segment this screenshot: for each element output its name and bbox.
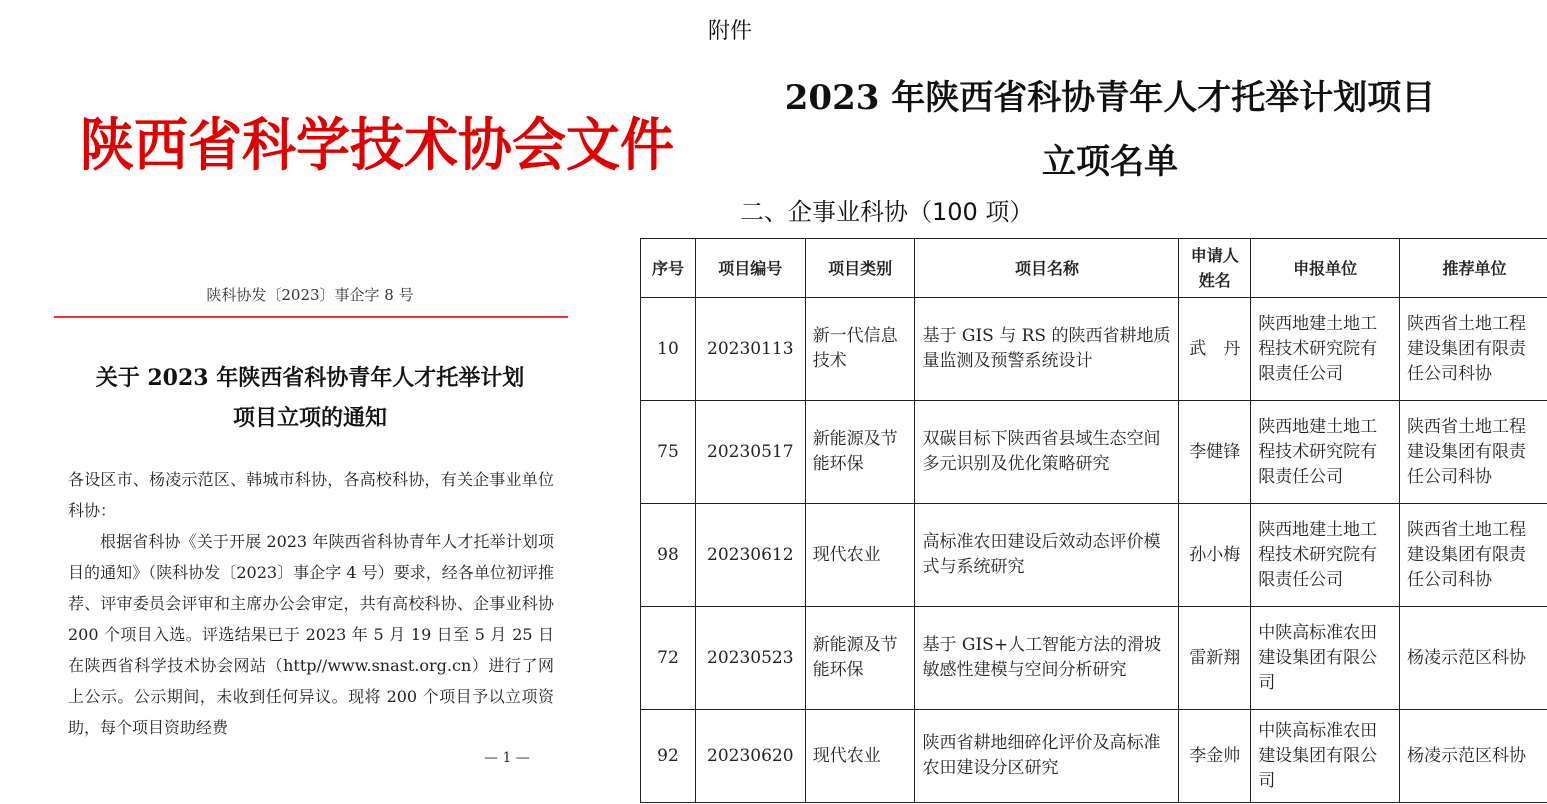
cell-category: 现代农业	[805, 504, 915, 607]
cell-recommender: 陕西省土地工程建设集团有限责任公司科协	[1400, 401, 1547, 504]
cell-name: 高标准农田建设后效动态评价模式与系统研究	[915, 504, 1179, 607]
document-number: 陕科协发〔2023〕事企字 8 号	[206, 286, 414, 304]
cell-code: 20230612	[695, 504, 805, 607]
cell-recommender: 陕西省土地工程建设集团有限责任公司科协	[1400, 504, 1547, 607]
notice-title-line1: 关于 2023 年陕西省科协青年人才托举计划	[95, 365, 525, 391]
cell-applicant: 李金帅	[1179, 710, 1251, 803]
cell-seq: 10	[641, 298, 696, 401]
cell-name: 双碳目标下陕西省县域生态空间多元识别及优化策略研究	[915, 401, 1179, 504]
list-title	[700, 66, 1520, 194]
header-applicant: 申请人姓名	[1179, 239, 1251, 298]
cell-seq: 75	[641, 401, 696, 504]
cell-unit: 陕西地建土地工程技术研究院有限责任公司	[1251, 298, 1400, 401]
header-recommender: 推荐单位	[1400, 239, 1547, 298]
cell-code: 20230517	[695, 401, 805, 504]
cell-applicant: 孙小梅	[1179, 504, 1251, 607]
table-row	[641, 401, 1547, 504]
cell-recommender: 杨凌示范区科协	[1400, 607, 1547, 710]
page-number: — 1 —	[484, 750, 530, 766]
cell-unit: 陕西地建土地工程技术研究院有限责任公司	[1251, 504, 1400, 607]
notice-title-line2: 项目立项的通知	[232, 405, 387, 431]
table-row	[641, 710, 1547, 803]
cell-unit: 中陕高标准农田建设集团有限公司	[1251, 710, 1400, 803]
header-unit: 申报单位	[1251, 239, 1400, 298]
header-category: 项目类别	[805, 239, 915, 298]
cell-code: 20230620	[695, 710, 805, 803]
cell-applicant: 雷新翔	[1179, 607, 1251, 710]
notice-title	[60, 358, 560, 438]
cell-unit: 陕西地建土地工程技术研究院有限责任公司	[1251, 401, 1400, 504]
cell-category: 新能源及节能环保	[805, 401, 915, 504]
attachment-label: 附件	[708, 19, 753, 44]
cell-seq: 98	[641, 504, 696, 607]
cell-category: 现代农业	[805, 710, 915, 803]
project-table	[640, 238, 1547, 803]
cell-applicant: 李健锋	[1179, 401, 1251, 504]
cell-name: 基于 GIS+人工智能方法的滑坡敏感性建模与空间分析研究	[915, 607, 1179, 710]
header-code: 项目编号	[695, 239, 805, 298]
cell-code: 20230113	[695, 298, 805, 401]
red-divider	[54, 316, 568, 318]
body-paragraph: 根据省科协《关于开展 2023 年陕西省科协青年人才托举计划项目的通知》（陕科协发〔2023〕事企字 4 号）要求，经各单位初评推荐、评审委员会评审和主席办公会审定，共有高校科协、企事业科协 200 个项目入选。评选结果已于 2023 年 5 月 19 日至 5 月 25 日在陕西省科学技术协会网站（http//www.snast.org.cn）进行了网上公示。公示期间，未收到任何异议。现将 200 个项目予以立项资助，每个项目资助经费	[68, 532, 554, 737]
document-header: 陕西省科学技术协会文件	[80, 111, 674, 179]
cell-category: 新能源及节能环保	[805, 607, 915, 710]
cell-name: 陕西省耕地细碎化评价及高标准农田建设分区研究	[915, 710, 1179, 803]
cell-recommender: 陕西省土地工程建设集团有限责任公司科协	[1400, 298, 1547, 401]
list-title-line1: 2023 年陕西省科协青年人才托举计划项目	[784, 78, 1436, 118]
header-seq: 序号	[641, 239, 696, 298]
cell-seq: 72	[641, 607, 696, 710]
cell-recommender: 杨凌示范区科协	[1400, 710, 1547, 803]
table-row	[641, 298, 1547, 401]
list-title-line2: 立项名单	[1042, 142, 1178, 182]
cell-category: 新一代信息技术	[805, 298, 915, 401]
header-name: 项目名称	[915, 239, 1179, 298]
cell-applicant: 武 丹	[1179, 298, 1251, 401]
cell-unit: 中陕高标准农田建设集团有限公司	[1251, 607, 1400, 710]
cell-seq: 92	[641, 710, 696, 803]
cell-name: 基于 GIS 与 RS 的陕西省耕地质量监测及预警系统设计	[915, 298, 1179, 401]
notice-body	[68, 464, 554, 743]
right-attachment-page	[620, 0, 1547, 804]
cell-code: 20230523	[695, 607, 805, 710]
section-heading: 二、企事业科协（100 项）	[740, 198, 1034, 226]
table-row	[641, 607, 1547, 710]
salutation: 各设区市、杨凌示范区、韩城市科协，各高校科协，有关企事业单位科协：	[68, 470, 554, 520]
table-row	[641, 504, 1547, 607]
table-header-row	[641, 239, 1547, 298]
